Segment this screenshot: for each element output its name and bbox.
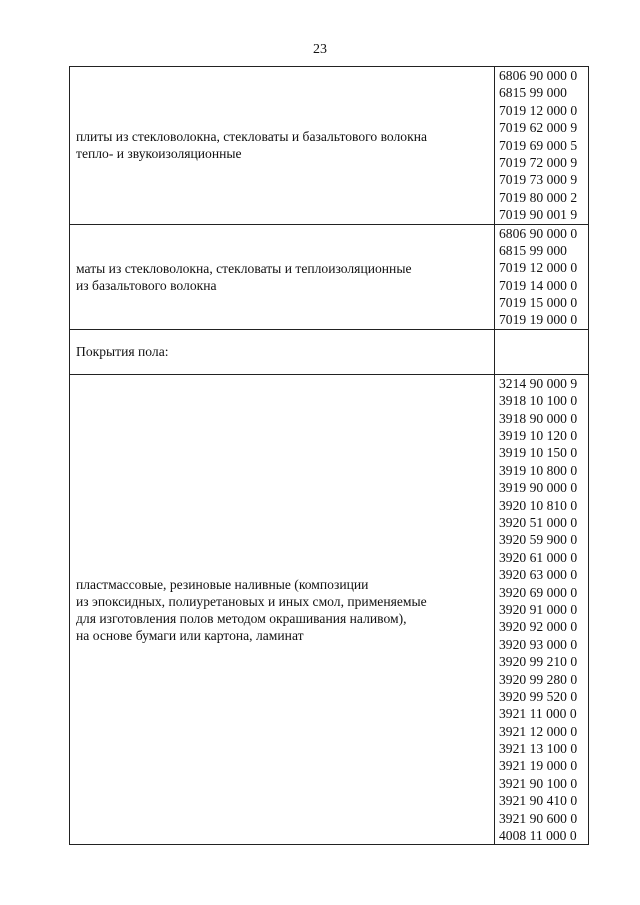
tnved-code: 3921 13 100 0 [499, 741, 578, 757]
tnved-code: 4008 11 000 0 [499, 828, 577, 844]
page-number: 23 [313, 42, 327, 57]
row-description-cell [70, 375, 495, 845]
tnved-code: 7019 62 000 9 [499, 120, 578, 136]
row-description: маты из стекловолокна, стекловаты и теплоизоляционные из базальтового волокна [76, 260, 412, 293]
row-codes-cell [495, 225, 589, 329]
tnved-code: 6815 99 000 [499, 242, 567, 258]
row-description-cell [70, 67, 495, 224]
table-row-fiberglass-mats [70, 225, 589, 330]
tnved-code: 3919 10 150 0 [499, 445, 578, 461]
tnved-code-table [69, 66, 589, 845]
table-row-floor-coverings [70, 375, 589, 846]
tnved-code: 3920 61 000 0 [499, 549, 578, 565]
tnved-code: 3921 90 100 0 [499, 775, 578, 791]
tnved-code: 3919 90 000 0 [499, 480, 578, 496]
tnved-code: 7019 12 000 0 [499, 260, 578, 276]
tnved-code: 7019 73 000 9 [499, 172, 578, 188]
tnved-code: 3920 59 900 0 [499, 532, 578, 548]
tnved-code: 3918 10 100 0 [499, 393, 578, 409]
tnved-code: 6815 99 000 [499, 85, 567, 101]
table-row-floor-coverings-heading [70, 330, 589, 375]
tnved-code: 3920 63 000 0 [499, 567, 578, 583]
tnved-code: 3921 11 000 0 [499, 706, 577, 722]
tnved-code: 3921 90 410 0 [499, 793, 578, 809]
tnved-code: 7019 80 000 2 [499, 189, 578, 205]
tnved-code: 3919 10 120 0 [499, 428, 578, 444]
row-description-cell [70, 330, 495, 374]
tnved-code: 6806 90 000 0 [499, 68, 578, 83]
tnved-code: 3919 10 800 0 [499, 462, 578, 478]
row-codes-cell [495, 375, 589, 845]
table-row-fiberglass-boards [70, 67, 589, 225]
tnved-code: 3920 99 210 0 [499, 654, 578, 670]
tnved-code: 7019 14 000 0 [499, 277, 578, 293]
tnved-code: 3920 10 810 0 [499, 497, 578, 513]
row-description: плиты из стекловолокна, стекловаты и базальтового волокна тепло- и звукоизоляционные [76, 129, 428, 162]
tnved-code: 7019 72 000 9 [499, 154, 578, 170]
tnved-code: 3920 51 000 0 [499, 514, 578, 530]
tnved-code: 3214 90 000 9 [499, 375, 578, 391]
tnved-code: 7019 19 000 0 [499, 312, 578, 328]
tnved-code: 7019 69 000 5 [499, 137, 578, 153]
tnved-code: 6806 90 000 0 [499, 225, 578, 241]
tnved-code: 3921 90 600 0 [499, 810, 578, 826]
tnved-code: 3920 99 280 0 [499, 671, 578, 687]
tnved-code: 3920 91 000 0 [499, 601, 578, 617]
row-codes-cell-empty [495, 330, 589, 374]
tnved-code: 7019 12 000 0 [499, 102, 578, 118]
row-description-cell [70, 225, 495, 329]
tnved-code: 7019 90 001 9 [499, 207, 578, 223]
tnved-code: 3920 93 000 0 [499, 636, 578, 652]
row-codes-cell [495, 67, 589, 224]
tnved-code: 3920 92 000 0 [499, 619, 578, 635]
tnved-code: 3920 69 000 0 [499, 584, 578, 600]
tnved-code: 3918 90 000 0 [499, 410, 578, 426]
section-heading: Покрытия пола: [76, 344, 169, 360]
tnved-code: 3921 19 000 0 [499, 758, 578, 774]
row-description: пластмассовые, резиновые наливные (композиции из эпоксидных, полиуретановых и иных смол, применяемые для изготовления полов методом окрашивания наливом), на основе бумаги или картона, ламинат [76, 576, 427, 643]
tnved-code: 3921 12 000 0 [499, 723, 578, 739]
tnved-code: 3920 99 520 0 [499, 688, 578, 704]
tnved-code: 7019 15 000 0 [499, 295, 578, 311]
